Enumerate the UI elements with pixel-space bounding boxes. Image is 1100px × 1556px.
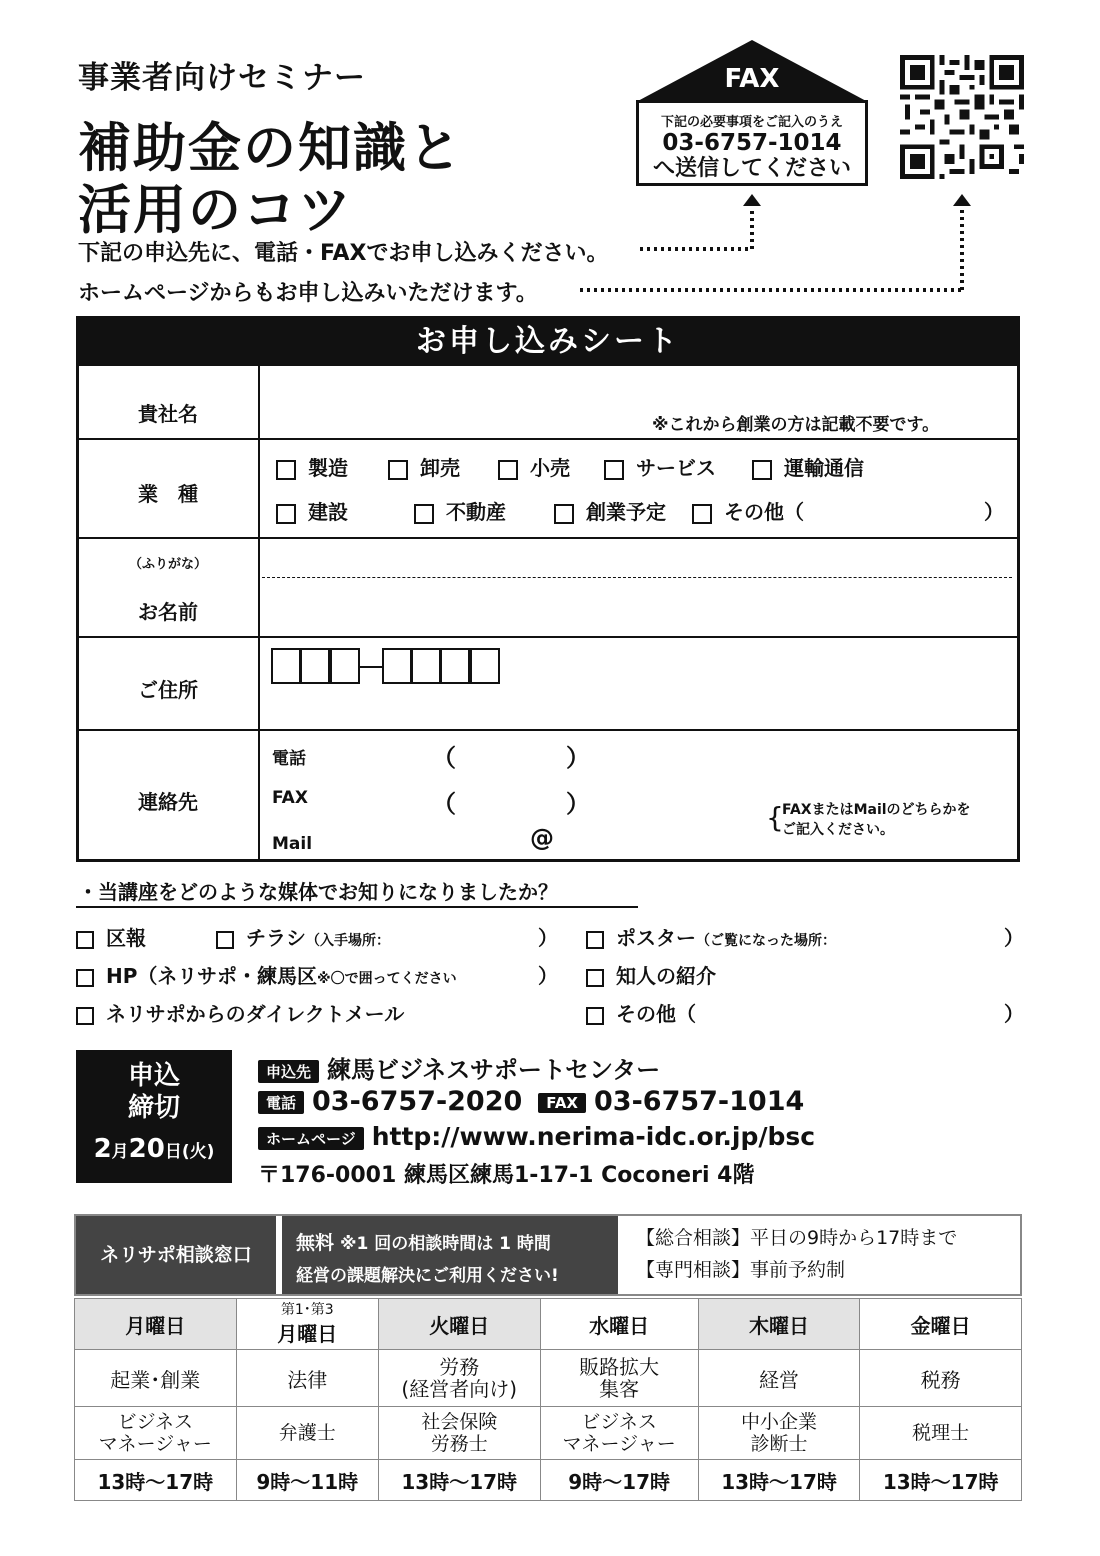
checkbox[interactable] <box>498 460 518 480</box>
survey-option-poster[interactable]: ポスター（ご覧になった場所： <box>586 922 836 951</box>
checkbox[interactable] <box>76 969 94 987</box>
form-title: お申し込みシート <box>76 316 1020 366</box>
seminar-title-line1: 補助金の知識と <box>78 118 463 179</box>
phone-fax-line: 電話 03-6757-2020 FAX 03-6757-1014 <box>258 1086 804 1117</box>
industry-option-construction[interactable]: 建設 <box>276 496 348 525</box>
table-row: 月曜日 第1･第3 月曜日 火曜日 水曜日 木曜日 金曜日 <box>75 1299 1022 1350</box>
furigana-field[interactable] <box>260 539 1018 577</box>
consultation-info: 【総合相談】平日の9時から17時まで 【専門相談】事前予約制 <box>636 1227 958 1281</box>
checkbox[interactable] <box>586 969 604 987</box>
contact-note: FAXまたはMailのどちらかを ご記入ください。 <box>782 802 971 838</box>
checkbox[interactable] <box>216 931 234 949</box>
furigana-divider <box>262 577 1012 578</box>
fax-send-text: へ送信してください <box>652 156 851 181</box>
industry-option-manufacturing[interactable]: 製造 <box>276 452 348 481</box>
name-field[interactable] <box>260 580 1018 635</box>
table-row: ビジネス マネージャー 弁護士 社会保険 労務士 ビジネス マネージャー 中小企業 診断士 税理士 <box>75 1407 1022 1460</box>
address-label: ご住所 <box>138 678 198 702</box>
address-line: 〒176-0001 練馬区練馬1-17-1 Coconeri 4階 <box>258 1163 755 1188</box>
industry-label: 業 種 <box>138 482 198 506</box>
table-row: 起業･創業 法律 労務 (経営者向け) 販路拡大 集客 経営 税務 <box>75 1350 1022 1407</box>
checkbox[interactable] <box>414 504 434 524</box>
at-mark: @ <box>530 824 554 852</box>
checkbox[interactable] <box>76 931 94 949</box>
deadline-date: 2月20日(火) <box>93 1134 215 1164</box>
mail-field[interactable] <box>320 824 740 856</box>
mail-label: Mail <box>272 834 313 854</box>
instruction-line2: ホームページからもお申し込みいただけます。 <box>78 281 538 306</box>
fax-label: FAX <box>724 64 780 94</box>
industry-option-startup[interactable]: 創業予定 <box>554 496 666 525</box>
survey-option-chirashi[interactable]: チラシ（入手場所： <box>216 922 390 951</box>
homepage-link[interactable]: http://www.nerima-idc.or.jp/bsc <box>371 1122 816 1151</box>
company-note: ※これから創業の方は記載不要です。 <box>652 415 940 435</box>
fax-instruction: 下記の必要事項をご記入のうえ <box>660 115 843 130</box>
phone-label: 電話 <box>272 749 306 769</box>
apply-to: 申込先 練馬ビジネスサポートセンター <box>258 1050 660 1085</box>
seminar-title-line2: 活用のコツ <box>78 180 353 241</box>
survey-underline <box>76 906 638 908</box>
up-arrow-icon <box>743 194 761 206</box>
brace: { <box>766 801 784 834</box>
homepage-line: ホームページ http://www.nerima-idc.or.jp/bsc <box>258 1122 815 1151</box>
address-field[interactable] <box>260 688 1018 728</box>
survey-option-other[interactable]: その他（ <box>586 998 696 1027</box>
checkbox[interactable] <box>276 504 296 524</box>
checkbox[interactable] <box>586 931 604 949</box>
industry-option-retail[interactable]: 小売 <box>498 452 570 481</box>
deadline-box: 申込 締切 2月20日(火) <box>76 1050 232 1183</box>
survey-option-hp[interactable]: HP（ネリサポ・練馬区※〇で囲ってください <box>76 960 457 989</box>
fax-field-label: FAX <box>272 788 308 808</box>
survey-option-kuho[interactable]: 区報 <box>76 922 146 951</box>
checkbox[interactable] <box>692 504 712 524</box>
checkbox[interactable] <box>604 460 624 480</box>
checkbox[interactable] <box>76 1007 94 1025</box>
survey-option-dm[interactable]: ネリサポからのダイレクトメール <box>76 998 404 1027</box>
close-paren: ） <box>984 500 1004 524</box>
free-consultation-note: 無料 ※1 回の相談時間は 1 時間 経営の課題解決にご利用ください! <box>282 1216 618 1294</box>
industry-option-other[interactable]: その他（ <box>692 496 804 525</box>
checkbox[interactable] <box>752 460 772 480</box>
fax-box <box>636 100 868 186</box>
up-arrow-icon <box>953 194 971 206</box>
consultation-window-name: ネリサポ相談窓口 <box>76 1216 276 1294</box>
checkbox[interactable] <box>276 460 296 480</box>
fax-number: 03-6757-1014 <box>662 130 842 156</box>
contact-label: 連絡先 <box>138 790 198 814</box>
furigana-label: （ふりがな） <box>128 557 207 572</box>
fax-field[interactable] <box>320 782 740 818</box>
apply-tag: 申込先 <box>258 1060 319 1083</box>
phone-field[interactable] <box>320 736 740 772</box>
industry-option-service[interactable]: サービス <box>604 452 716 481</box>
name-label: お名前 <box>138 600 198 624</box>
survey-option-chijin[interactable]: 知人の紹介 <box>586 960 716 989</box>
industry-option-wholesale[interactable]: 卸売 <box>388 452 460 481</box>
instruction-line1: 下記の申込先に、電話・FAXでお申し込みください。 <box>78 241 609 266</box>
survey-question: ・当講座をどのような媒体でお知りになりましたか？ <box>78 880 558 904</box>
consultation-schedule-table <box>74 1298 1022 1501</box>
industry-option-realestate[interactable]: 不動産 <box>414 496 506 525</box>
checkbox[interactable] <box>586 1007 604 1025</box>
table-row: 13時～17時 9時～11時 13時～17時 9時～17時 13時～17時 13時～17時 <box>75 1460 1022 1501</box>
qr-code[interactable] <box>900 55 1024 179</box>
checkbox[interactable] <box>554 504 574 524</box>
company-label: 貴社名 <box>138 402 198 426</box>
industry-option-transport[interactable]: 運輸通信 <box>752 452 864 481</box>
seminar-subtitle: 事業者向けセミナー <box>78 60 366 96</box>
checkbox[interactable] <box>388 460 408 480</box>
